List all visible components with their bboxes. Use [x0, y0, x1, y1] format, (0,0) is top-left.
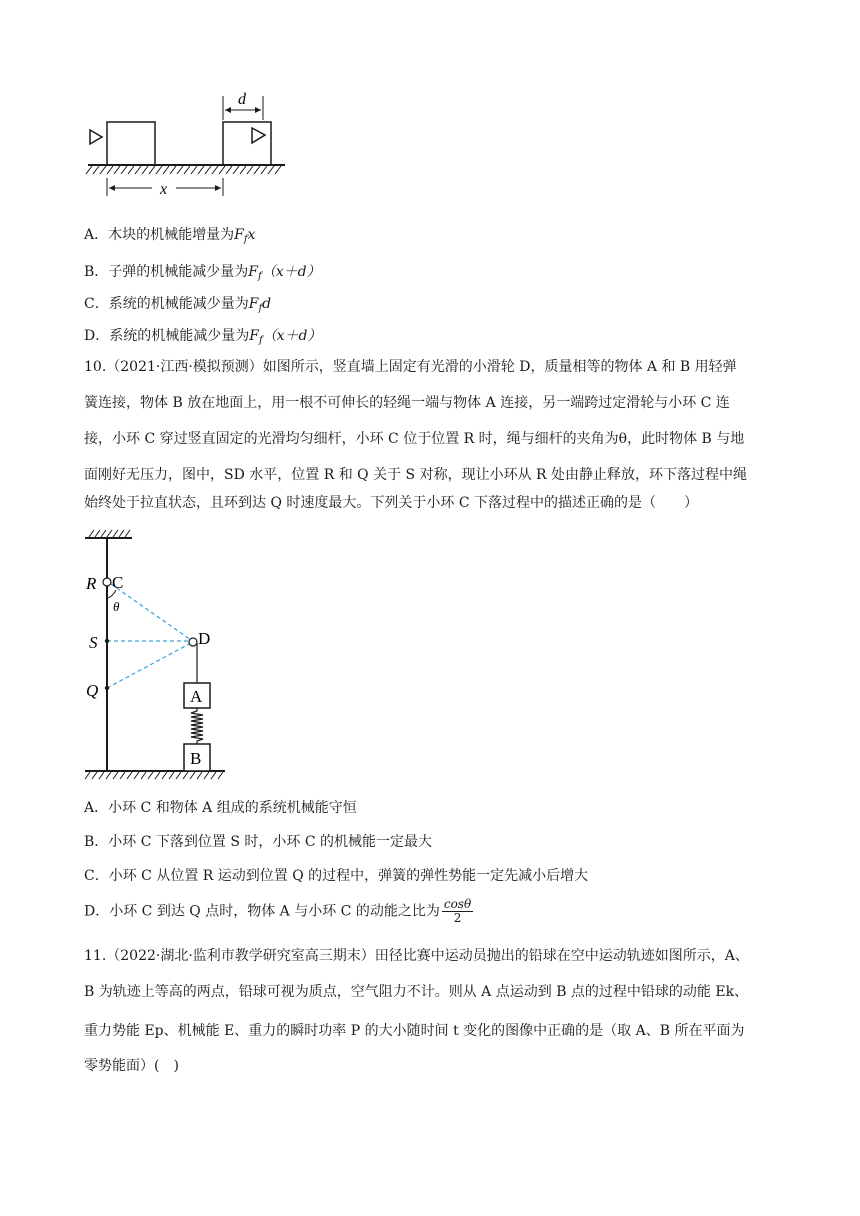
fraction-cos-theta-over-2: $\frac{\cos\theta}{2}$	[443, 897, 472, 925]
label-d: d	[238, 91, 246, 108]
label-a: A	[190, 687, 203, 706]
q10-option-b: B．小环 C 下落到位置 S 时，小环 C 的机械能一定最大	[84, 834, 433, 850]
block-final	[223, 122, 271, 165]
point-s	[105, 639, 109, 643]
q11-line-2: B 为轨迹上等高的两点，铅球可视为质点，空气阻力不计。则从 A 点运动到 B 点的过程中铅球的动能 Ek、	[84, 984, 749, 1000]
q9-option-a: A．木块的机械能增量为$F_fx$	[84, 227, 256, 245]
q9-option-d: D．系统的机械能减少量为$F_f(x+d)$	[84, 328, 322, 346]
q10-line-5: 始终处于拉直状态，且环到达 Q 时速度最大。下列关于小环 C 下落过程中的描述正确的是（ ）	[84, 495, 698, 511]
label-q: Q	[86, 681, 99, 700]
spring	[191, 708, 203, 744]
q11-line-4: 零势能面）( )	[84, 1058, 179, 1074]
pulley-d	[189, 638, 197, 646]
label-b: B	[190, 749, 202, 768]
q10-line-1: 10.（2021·江西·模拟预测）如图所示，竖直墙上固定有光滑的小滑轮 D，质量相等的物体 A 和 B 用轻弹	[84, 359, 737, 375]
dashed-rope-rd	[111, 584, 191, 640]
ring-c	[103, 578, 111, 586]
bullet-final	[252, 128, 265, 143]
label-s: S	[89, 633, 98, 652]
point-q	[105, 686, 109, 690]
label-d-point: D	[198, 629, 211, 648]
q10-option-d: D．小环 C 到达 Q 点时，物体 A 与小环 C 的动能之比为 $\frac{\cos\theta}{2}$	[84, 897, 472, 925]
bullet-block-figure	[80, 88, 300, 198]
label-r: R	[86, 574, 97, 593]
q10-line-2: 簧连接，物体 B 放在地面上，用一根不可伸长的轻绳一端与物体 A 连接，另一端跨过定滑轮与小环 C 连	[84, 395, 730, 411]
label-theta: θ	[113, 599, 120, 614]
q10-option-c: C．小环 C 从位置 R 运动到位置 Q 的过程中，弹簧的弹性势能一定先减小后增大	[84, 868, 589, 884]
q10-line-3: 接，小环 C 穿过竖直固定的光滑均匀细杆，小环 C 位于位置 R 时，绳与细杆的夹角为θ，此时物体 B 与地	[84, 431, 745, 447]
q10-line-4: 面刚好无压力，图中，SD 水平，位置 R 和 Q 关于 S 对称，现让小环从 R 处由静止释放，环下落过程中绳	[84, 467, 748, 483]
block-initial	[107, 122, 155, 165]
q9-option-b: B．子弹的机械能减少量为$F_f(x+d)$	[84, 264, 321, 282]
label-x: x	[160, 181, 168, 198]
q9-option-c: C．系统的机械能减少量为$F_fd$	[84, 296, 272, 314]
dashed-rope-qd	[107, 643, 191, 688]
q11-line-1: 11.（2022·湖北·监利市教学研究室高三期末）田径比赛中运动员抛出的铅球在空中运动轨迹如图所示，A、	[84, 948, 749, 964]
label-c: C	[112, 573, 124, 592]
ring-pulley-figure	[80, 526, 240, 786]
q11-line-3: 重力势能 Ep、机械能 E、重力的瞬时功率 P 的大小随时间 t 变化的图像中正确的是（取 A、B 所在平面为	[84, 1023, 745, 1039]
bullet-initial	[90, 130, 102, 144]
q10-option-a: A．小环 C 和物体 A 组成的系统机械能守恒	[84, 800, 357, 816]
